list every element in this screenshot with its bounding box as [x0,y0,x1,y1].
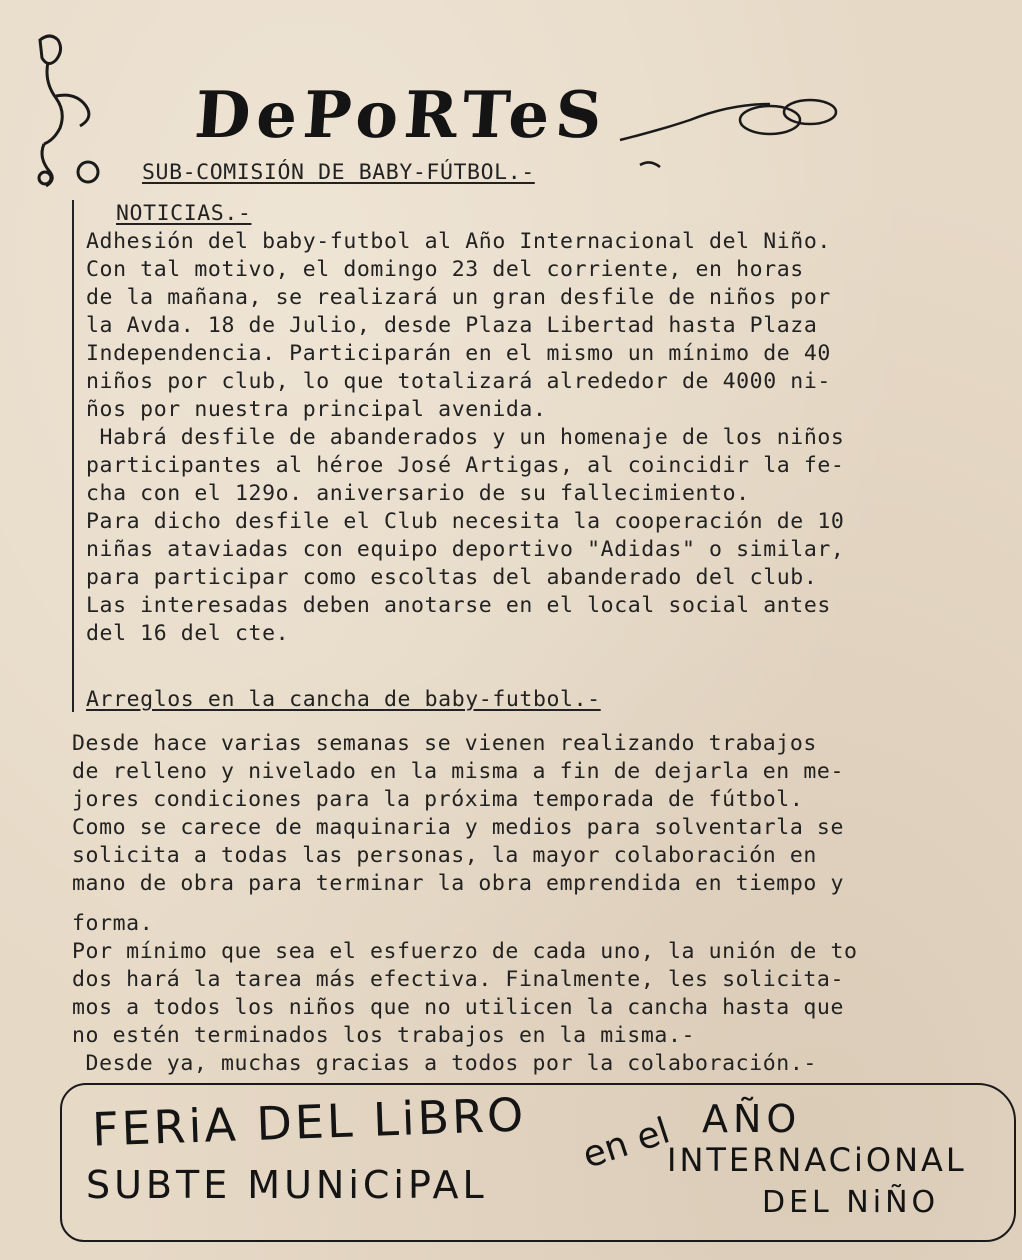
text-line: niños por club, lo que totalizará alrededor de 4000 ni- [86,369,831,394]
text-line: Las interesadas deben anotarse en el local social antes [86,593,831,618]
feria-connector: en el [577,1110,675,1177]
text-line: de la mañana, se realizará un gran desfile de niños por [86,285,831,310]
text-line: cha con el 129o. aniversario de su fallecimiento. [86,481,750,506]
text-line: forma. [72,911,154,936]
text-line: mano de obra para terminar la obra emprendida en tiempo y [72,871,845,896]
text-line: Desde ya, muchas gracias a todos por la colaboración.- [72,1051,817,1076]
margin-bracket [72,200,78,712]
text-line: solicita a todas las personas, la mayor colaboración en [72,843,817,868]
text-line: del 16 del cte. [86,621,290,646]
noticias-heading: NOTICIAS.- [116,201,252,226]
text-line: Independencia. Participarán en el mismo un mínimo de 40 [86,341,831,366]
feria-del-libro-stamp [60,1083,1016,1242]
feria-year: AÑO [702,1097,802,1141]
text-line: Para dicho desfile el Club necesita la cooperación de 10 [86,509,845,534]
text-line: no estén terminados los trabajos en la misma.- [72,1023,696,1048]
text-line: jores condiciones para la próxima temporada de fútbol. [72,787,804,812]
feria-title: FERiA DEL LiBRO [91,1087,528,1157]
text-line: Habrá desfile de abanderados y un homenaje de los niños [86,425,845,450]
text-line: de relleno y nivelado en la misma a fin de dejarla en me- [72,759,845,784]
feria-internacional: INTERNACiONAL [667,1141,967,1179]
feria-location: SUBTE MUNiCiPAL [86,1163,488,1207]
text-line: niñas ataviadas con equipo deportivo "Adidas" o similar, [86,537,845,562]
text-line: ños por nuestra principal avenida. [86,397,547,422]
feria-nino: DEL NiÑO [762,1185,940,1220]
text-line: dos hará la tarea más efectiva. Finalmente, les solicita- [72,967,845,992]
text-line: la Avda. 18 de Julio, desde Plaza Libertad hasta Plaza [86,313,818,338]
page-title: DePoRTeS [192,78,611,153]
football-doodle [620,100,836,167]
arreglos-heading: Arreglos en la cancha de baby-futbol.- [86,687,601,712]
section-subtitle: SUB-COMISIÓN DE BABY-FÚTBOL.- [142,160,535,185]
text-line: Desde hace varias semanas se vienen realizando trabajos [72,731,817,756]
text-line: Adhesión del baby-futbol al Año Internacional del Niño. [86,229,831,254]
text-line: Como se carece de maquinaria y medios para solventarla se [72,815,845,840]
text-line: Con tal motivo, el domingo 23 del corriente, en horas [86,257,804,282]
football-player-drawing [39,36,98,186]
text-line: participantes al héroe José Artigas, al coincidir la fe- [86,453,845,478]
text-line: Por mínimo que sea el esfuerzo de cada uno, la unión de to [72,939,858,964]
text-line: para participar como escoltas del abanderado del club. [86,565,818,590]
text-line: mos a todos los niños que no utilicen la cancha hasta que [72,995,845,1020]
